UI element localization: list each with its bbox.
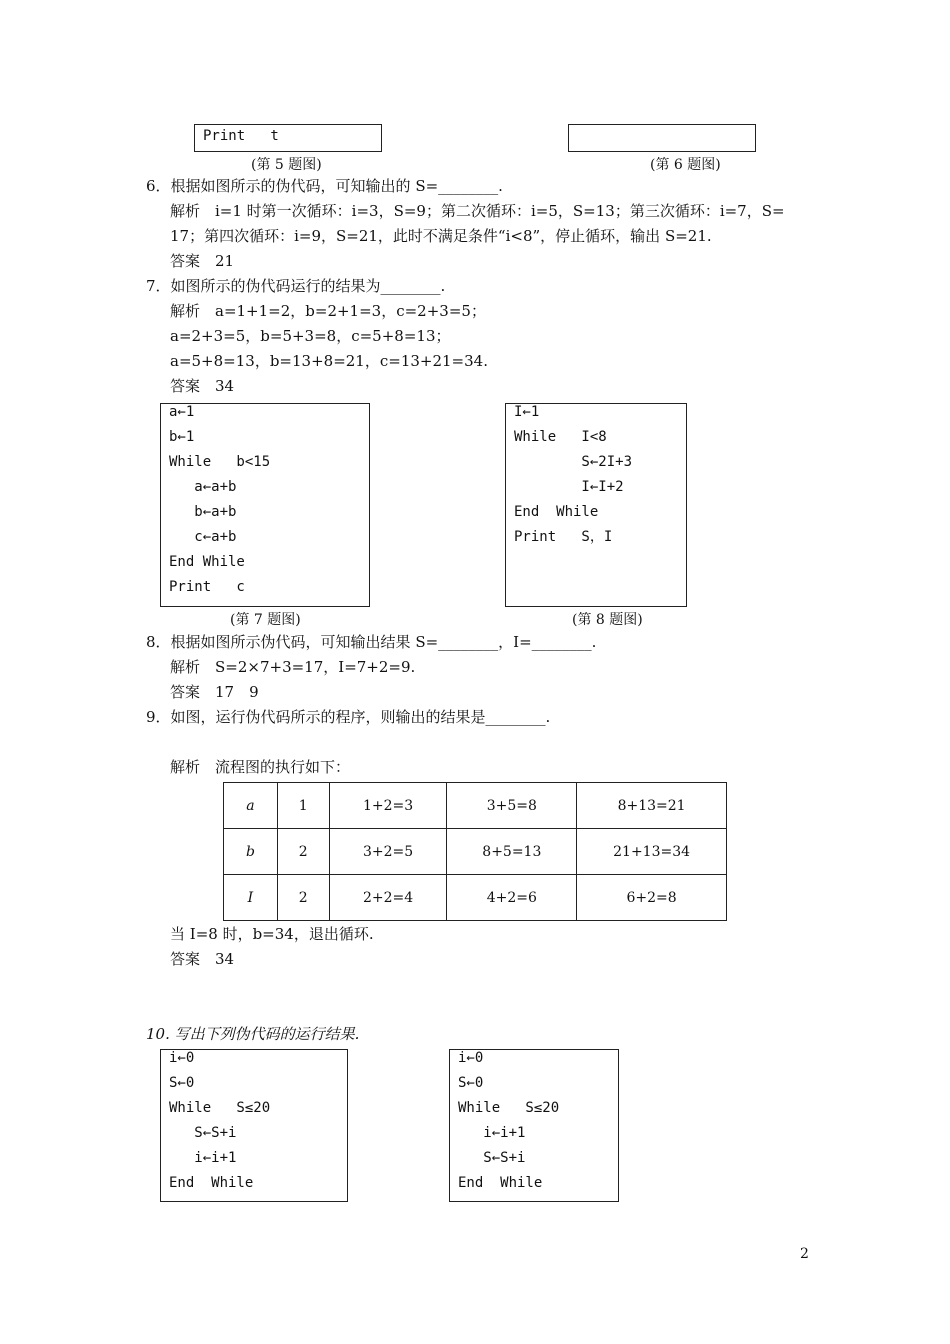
table-cell: 8+13=21: [577, 783, 727, 829]
q10-left-code-line: S←S+i: [169, 1125, 237, 1141]
fig7-code-line: b←a+b: [169, 504, 237, 520]
table-cell: b: [224, 829, 278, 875]
q10-question: 10. 写出下列伪代码的运行结果.: [146, 1025, 360, 1043]
fig6-caption: (第 6 题图): [650, 157, 721, 173]
fig5-caption: (第 5 题图): [251, 157, 322, 173]
fig7-code-line: a←1: [169, 404, 195, 420]
table-cell: I: [224, 875, 278, 921]
q8-question: 8．根据如图所示伪代码，可知输出结果 S=________，I=________.: [146, 633, 597, 651]
table-cell: 21+13=34: [577, 829, 727, 875]
page-number: 2: [800, 1246, 809, 1262]
fig7-code-line: a←a+b: [169, 479, 237, 495]
q10-right-code-line: End While: [458, 1175, 543, 1191]
q10-right-code-line: While S≤20: [458, 1100, 560, 1116]
q9-analysis-intro: 解析 流程图的执行如下：: [170, 758, 351, 776]
table-cell: 3+5=8: [447, 783, 577, 829]
q7-analysis-line3: a=5+8=13，b=13+8=21，c=13+21=34.: [170, 352, 488, 370]
fig8-code-line: I←I+2: [514, 479, 624, 495]
table-cell: 2+2=4: [329, 875, 447, 921]
table-row: [224, 829, 727, 875]
q6-analysis-line1: 解析 i=1 时第一次循环：i=3，S=9；第二次循环：i=5，S=13；第三次循环：i=7，S=: [170, 202, 785, 220]
fig5-code: Print t: [203, 128, 279, 144]
table-cell: 6+2=8: [577, 875, 727, 921]
q10-right-code-box: [449, 1049, 619, 1202]
fig8-code-line: While I<8: [514, 429, 607, 445]
fig7-code-line: c←a+b: [169, 529, 237, 545]
q7-question: 7．如图所示的伪代码运行的结果为________.: [146, 277, 446, 295]
q10-left-code-line: S←0: [169, 1075, 195, 1091]
q6-answer: 答案 21: [170, 252, 235, 270]
table-cell: 8+5=13: [447, 829, 577, 875]
table-cell: 2: [277, 829, 329, 875]
q10-right-code-line: i←0: [458, 1050, 484, 1066]
q7-answer: 答案 34: [170, 377, 235, 395]
fig7-caption: (第 7 题图): [230, 612, 301, 628]
trace-table: [223, 782, 727, 921]
fig7-code-line: Print c: [169, 579, 245, 595]
fig6-code-box: [568, 124, 756, 152]
q9-answer: 答案 34: [170, 950, 235, 968]
table-cell: 1+2=3: [329, 783, 447, 829]
q10-left-code-line: i←i+1: [169, 1150, 237, 1166]
table-cell: 4+2=6: [447, 875, 577, 921]
table-cell: 2: [277, 875, 329, 921]
q6-analysis-line2: 17；第四次循环：i=9，S=21，此时不满足条件“i<8”，停止循环，输出 S=21.: [170, 227, 712, 245]
q10-left-code-line: End While: [169, 1175, 254, 1191]
q8-answer: 答案 17 9: [170, 683, 259, 701]
q10-left-code-box: [160, 1049, 348, 1202]
q7-analysis-line2: a=2+3=5，b=5+3=8，c=5+8=13；: [170, 327, 451, 345]
fig7-code-line: b←1: [169, 429, 195, 445]
fig8-code-line: Print S，I: [514, 529, 613, 545]
fig8-code-line: S←2I+3: [514, 454, 633, 470]
q6-question: 6．根据如图所示的伪代码，可知输出的 S=________.: [146, 177, 503, 195]
q10-right-code-line: S←S+i: [458, 1150, 526, 1166]
table-cell: a: [224, 783, 278, 829]
fig8-code-box: [505, 403, 687, 607]
fig8-code-line: I←1: [514, 404, 540, 420]
q10-right-code-line: S←0: [458, 1075, 484, 1091]
q9-question: 9．如图，运行伪代码所示的程序，则输出的结果是________.: [146, 708, 551, 726]
q8-analysis: 解析 S=2×7+3=17，I=7+2=9.: [170, 658, 416, 676]
fig7-code-box: [160, 403, 370, 607]
table-row: [224, 783, 727, 829]
fig7-code-line: End While: [169, 554, 245, 570]
table-cell: 1: [277, 783, 329, 829]
q10-left-code-line: i←0: [169, 1050, 195, 1066]
table-cell: 3+2=5: [329, 829, 447, 875]
fig7-code-line: While b<15: [169, 454, 271, 470]
fig5-code-box: [194, 124, 382, 152]
q10-right-code-line: i←i+1: [458, 1125, 526, 1141]
q10-left-code-line: While S≤20: [169, 1100, 271, 1116]
q9-conclusion: 当 I=8 时，b=34，退出循环.: [170, 925, 374, 943]
fig8-code-line: End While: [514, 504, 599, 520]
table-row: [224, 875, 727, 921]
q7-analysis-line1: 解析 a=1+1=2，b=2+1=3，c=2+3=5；: [170, 302, 486, 320]
fig8-caption: (第 8 题图): [572, 612, 643, 628]
